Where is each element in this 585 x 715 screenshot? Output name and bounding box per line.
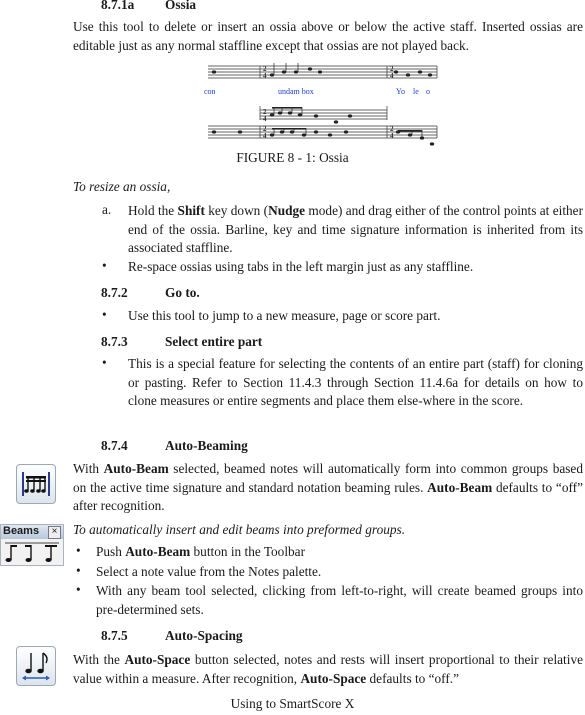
section-heading-goto: [101, 285, 200, 301]
auto-beam-text: Auto-Beam: [125, 544, 191, 559]
goto-bullet: Use this tool to jump to a new measure, page or score part.: [128, 308, 441, 323]
text: defaults to “off.”: [366, 670, 460, 686]
lyric-5: o: [426, 87, 430, 96]
bullet-icon: •: [102, 355, 107, 370]
page-footer: Using to SmartScore X: [230, 696, 355, 711]
figure-caption: FIGURE 8 - 1: Ossia: [236, 150, 349, 165]
beams-palette-icon[interactable]: [0, 524, 64, 566]
auto-beam-text: Auto-Beam: [427, 479, 493, 495]
bullet-icon: •: [102, 258, 107, 273]
autobeam-bullet-2: Select a note value from the Notes palette.: [96, 564, 322, 579]
text: With the: [73, 652, 125, 667]
ossia-intro: [73, 18, 583, 55]
autobeam-paragraph: [73, 460, 583, 516]
section-title: Auto-Spacing: [165, 628, 243, 643]
autobeam-bullet-3: With any beam tool selected, clicking from left-to-right, will create beamed groups into pre-determined sets.: [96, 583, 583, 617]
lyric-3: Yo: [396, 87, 405, 96]
text: Hold the: [128, 203, 178, 218]
select-bullet: This is a special feature for selecting the contents of an entire part (staff) for cloning or pasting. Refer to Section 11.4.3 through Section 11.4.6a for details on how to clone measures or entire segments and place them else-where in the score.: [128, 356, 583, 408]
section-heading-select: [101, 334, 262, 350]
section-title: Select entire part: [165, 334, 263, 349]
svg-text:4: 4: [390, 132, 394, 140]
text: button selected, notes and rests will insert proportional to their relative value within a measure. After recognition,: [73, 652, 583, 686]
text: mode) and drag either of the control points at either end of the ossia. Barline, key and time signature information is inherited from its associated staffline.: [128, 203, 583, 255]
ossia-intro-text: Use this tool to delete or insert an ossia above or below the active staff. Inserted ossias are editable just as any normal staffline except that ossias are not played back.: [73, 19, 583, 53]
lyric-4: le: [413, 87, 419, 96]
text: button in the Toolbar: [190, 544, 305, 559]
section-number: 8.7.1a: [101, 0, 135, 12]
svg-text:4: 4: [390, 72, 394, 80]
auto-beam-icon[interactable]: [16, 464, 56, 504]
resize-item-a: [128, 202, 583, 258]
autobeam-bullet-1: [96, 543, 583, 562]
ossia-figure: [200, 60, 445, 152]
bullet-icon: •: [102, 307, 107, 322]
section-number: 8.7.3: [101, 334, 128, 349]
resize-bullet: Re-space ossias using tabs in the left margin just as any staffline.: [128, 259, 474, 274]
text: Push: [96, 544, 126, 559]
section-heading-autospace: [101, 628, 243, 644]
svg-text:4: 4: [263, 132, 267, 140]
note-value-icons[interactable]: [3, 541, 61, 565]
section-title: Auto-Beaming: [165, 438, 248, 453]
section-heading-ossia: [101, 0, 196, 13]
nudge-text: Nudge: [268, 203, 306, 218]
list-marker: a.: [102, 202, 112, 217]
bullet-icon: •: [76, 563, 81, 578]
svg-text:2: 2: [263, 65, 267, 73]
palette-titlebar: [1, 525, 63, 539]
svg-text:2: 2: [263, 108, 267, 116]
section-number: 8.7.2: [101, 285, 128, 300]
svg-text:2: 2: [390, 65, 394, 73]
auto-space-icon[interactable]: [16, 646, 56, 686]
bullet-icon: •: [76, 543, 81, 558]
section-title: Go to.: [165, 285, 200, 300]
text: selected, beamed notes will automatically form into common groups based on the active time signature and standard notation beaming rules.: [73, 461, 583, 495]
auto-beam-text: Auto-Beam: [103, 461, 169, 476]
lyric-2: undam box: [278, 87, 314, 96]
text: With: [73, 461, 104, 476]
bullet-icon: •: [76, 582, 81, 597]
svg-text:4: 4: [263, 115, 267, 123]
text: key down (: [204, 203, 269, 218]
resize-heading: To resize an ossia,: [73, 179, 171, 194]
text: defaults to “off” after recognition.: [73, 479, 583, 513]
section-heading-autobeam: [101, 438, 248, 454]
close-icon[interactable]: ×: [48, 526, 61, 539]
autobeam-subheading: To automatically insert and edit beams into preformed groups.: [73, 522, 406, 537]
section-number: 8.7.5: [101, 628, 128, 643]
palette-title: Beams: [3, 525, 40, 537]
svg-text:4: 4: [263, 72, 267, 80]
svg-text:2: 2: [263, 125, 267, 133]
shift-key-text: Shift: [177, 203, 205, 218]
auto-space-text: Auto-Space: [300, 670, 367, 686]
section-title: Ossia: [165, 0, 197, 12]
auto-space-text: Auto-Space: [124, 652, 191, 667]
section-number: 8.7.4: [101, 438, 128, 453]
autospace-paragraph: [73, 651, 583, 688]
lyric-1: con: [204, 87, 216, 96]
svg-text:2: 2: [390, 125, 394, 133]
